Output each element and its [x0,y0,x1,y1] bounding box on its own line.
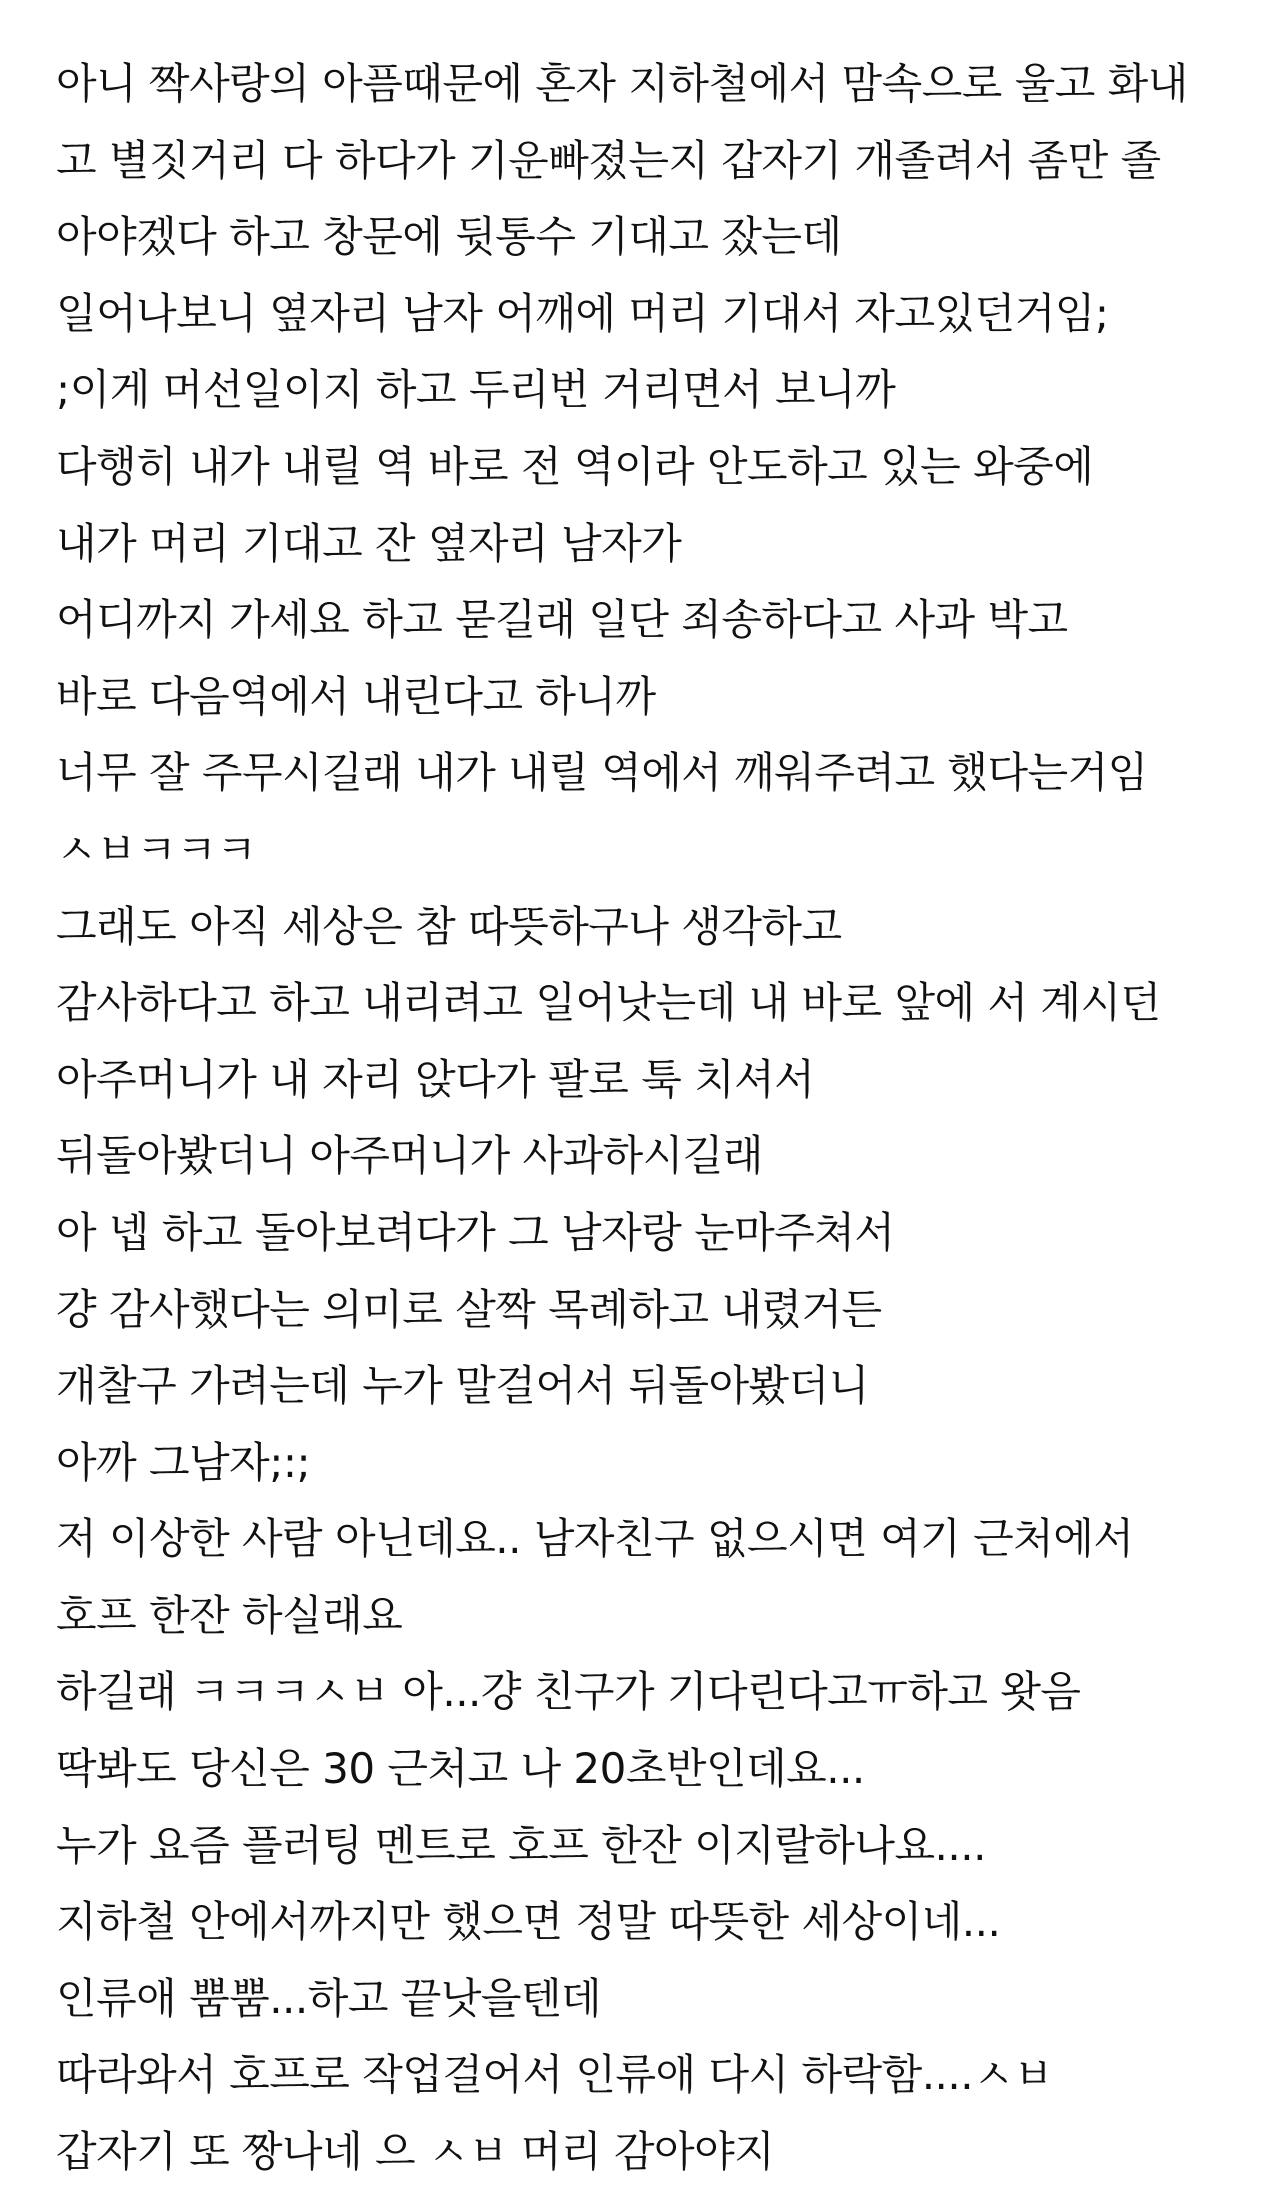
text-line: 감사하다고 하고 내리려고 일어낫는데 내 바로 앞에 서 계시던 [56,978,1161,1028]
text-line: 딱봐도 당신은 30 근처고 나 20초반인데요... [56,1744,865,1794]
text-line: 걍 감사했다는 의미로 살짝 목례하고 내렸거든 [56,1284,882,1334]
text-line: 내가 머리 기대고 잔 옆자리 남자가 [56,518,682,568]
text-line: 어디까지 가세요 하고 묻길래 일단 죄송하다고 사과 박고 [56,595,1068,645]
text-line: 지하철 안에서까지만 했으면 정말 따뜻한 세상이네... [56,1897,1001,1947]
text-line: 아주머니가 내 자리 앉다가 팔로 툭 치셔서 [56,1054,815,1104]
text-line: ;이게 머선일이지 하고 두리번 거리면서 보니까 [56,365,896,415]
text-line: 다행히 내가 내릴 역 바로 전 역이라 안도하고 있는 와중에 [56,441,1094,491]
text-line: 하길래 ㅋㅋㅋㅅㅂ 아...걍 친구가 기다린다고ㅠ하고 왓음 [56,1667,1081,1717]
text-line: 그래도 아직 세상은 참 따뜻하구나 생각하고 [56,901,842,951]
text-line: 아야겠다 하고 창문에 뒷통수 기대고 잤는데 [56,212,842,262]
text-line: 누가 요즘 플러팅 멘트로 호프 한잔 이지랄하나요.... [56,1820,986,1870]
text-line: 너무 잘 주무시길래 내가 내릴 역에서 깨워주려고 했다는거임 [56,748,1148,798]
text-line: 개찰구 가려는데 누가 말걸어서 뒤돌아봤더니 [56,1361,869,1411]
text-line: 아 넵 하고 돌아보려다가 그 남자랑 눈마주쳐서 [56,1207,895,1257]
text-line: 고 별짓거리 다 하다가 기운빠졌는지 갑자기 개졸려서 좀만 졸 [56,135,1161,185]
text-line: 아까 그남자;:; [56,1437,311,1487]
text-line: 아니 짝사랑의 아픔때문에 혼자 지하철에서 맘속으로 울고 화내 [56,59,1188,108]
text-line: 따라와서 호프로 작업걸어서 인류애 다시 하락함....ㅅㅂ [56,2050,1054,2100]
text-line: 인류애 뿜뿜...하고 끝낫을텐데 [56,1973,602,2023]
text-line: 일어나보니 옆자리 남자 어깨에 머리 기대서 자고있던거임; [56,288,1109,338]
text-line: 갑자기 또 짱나네 으 ㅅㅂ 머리 감아야지 [56,2127,775,2177]
text-line: 바로 다음역에서 내린다고 하니까 [56,671,656,721]
post-body [56,46,1256,2191]
text-line: 호프 한잔 하실래요 [56,1590,403,1640]
text-line: ㅅㅂㅋㅋㅋ [56,824,257,874]
text-line: 뒤돌아봤더니 아주머니가 사과하시길래 [56,1131,763,1181]
text-line: 저 이상한 사람 아닌데요.. 남자친구 없으시면 여기 근처에서 [56,1514,1134,1564]
